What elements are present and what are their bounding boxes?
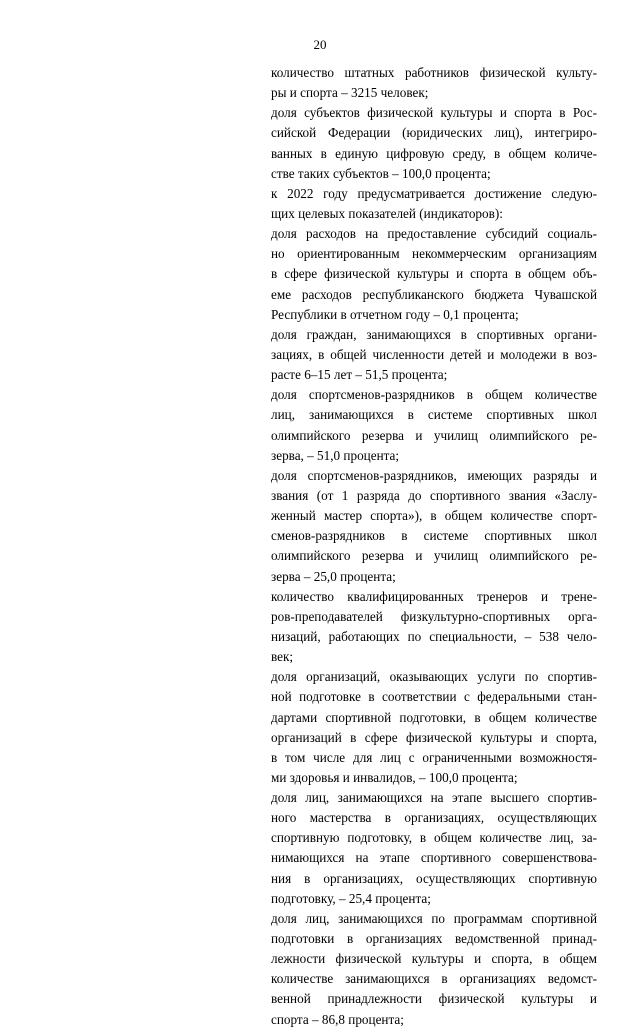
text-line: доля лиц, занимающихся на этапе высшего спортив- (271, 790, 597, 806)
text-line: нимающихся на этапе спортивного совершенствова- (271, 850, 597, 866)
text-line: но ориентированным некоммерческим организациям (271, 246, 597, 262)
text-line: щих целевых показателей (индикаторов): (271, 205, 503, 221)
text-line: доля организаций, оказывающих услуги по спортив- (271, 669, 597, 685)
text-line: ной подготовке в соответствии с федеральными стан- (271, 689, 597, 705)
text-line: расте 6–15 лет – 51,5 процента; (271, 367, 448, 383)
text-line: олимпийского резерва и училищ олимпийского ре- (271, 427, 597, 443)
text-line: доля спортсменов-разрядников в общем количестве (271, 387, 597, 403)
text-line: спорта – 86,8 процента; (271, 1011, 404, 1027)
text-line: зациях, в общей численности детей и молодежи в воз- (271, 346, 597, 362)
text-line: олимпийского резерва и училищ олимпийского ре- (271, 548, 597, 564)
text-line: ров-преподавателей физкультурно-спортивных орга- (271, 608, 597, 624)
text-line: зерва – 25,0 процента; (271, 568, 396, 584)
text-line: ного мастерства в организациях, осуществляющих (271, 810, 597, 826)
text-line: ванных в единую цифровую среду, в общем количе- (271, 145, 597, 161)
text-line: век; (271, 649, 294, 665)
text-line: доля спортсменов-разрядников, имеющих разряды и (271, 467, 597, 483)
page-number: 20 (313, 37, 327, 52)
text-line: подготовку, – 25,4 процента; (271, 890, 431, 906)
text-line: зерва, – 51,0 процента; (271, 447, 400, 463)
text-line: сийской Федерации (юридических лиц), интегриро- (271, 125, 597, 141)
text-line: доля лиц, занимающихся по программам спортивной (271, 910, 597, 926)
text-line: спортивную подготовку, в общем количестве лиц, за- (271, 830, 597, 846)
text-line: лежности физической культуры и спорта, в общем (271, 951, 597, 967)
text-line: организаций в сфере физической культуры и спорта, (271, 729, 597, 745)
text-line: количество квалифицированных тренеров и трене- (271, 588, 597, 604)
text-line: доля расходов на предоставление субсидий социаль- (271, 226, 597, 242)
text-line: звания (от 1 разряда до спортивного звания «Заслу- (271, 487, 597, 503)
text-line: Республики в отчетном году – 0,1 процента; (271, 306, 519, 322)
text-line: количестве занимающихся в организациях ведомст- (271, 971, 597, 987)
text-line: подготовки в организациях ведомственной принад- (271, 931, 597, 947)
text-line: в том числе для лиц с ограниченными возможностя- (271, 749, 597, 765)
text-line: дартами спортивной подготовки, в общем количестве (271, 709, 597, 725)
text-line: низаций, работающих по специальности, – 538 чело- (271, 628, 597, 644)
text-line: ры и спорта – 3215 человек; (271, 85, 429, 101)
text-line: в сфере физической культуры и спорта в общем объ- (271, 266, 597, 282)
text-line: лиц, занимающихся в системе спортивных школ (271, 407, 597, 423)
text-line: ния в организациях, осуществляющих спортивную (271, 870, 597, 886)
text-line: количество штатных работников физической культу- (271, 65, 597, 80)
text-line: сменов-разрядников в системе спортивных школ (271, 528, 597, 544)
text-line: ми здоровья и инвалидов, – 100,0 процента; (271, 769, 518, 785)
text-line: доля граждан, занимающихся в спортивных органи- (271, 326, 597, 342)
text-line: женный мастер спорта»), в общем количестве спорт- (271, 508, 597, 524)
text-line: еме расходов республиканского бюджета Чувашской (271, 286, 597, 302)
text-line: доля субъектов физической культуры и спорта в Рос- (271, 105, 597, 121)
text-line: стве таких субъектов – 100,0 процента; (271, 165, 491, 181)
text-line: к 2022 году предусматривается достижение следую- (271, 185, 597, 201)
text-line: венной принадлежности физической культуры и (271, 991, 597, 1007)
document-body-text (271, 63, 597, 1030)
